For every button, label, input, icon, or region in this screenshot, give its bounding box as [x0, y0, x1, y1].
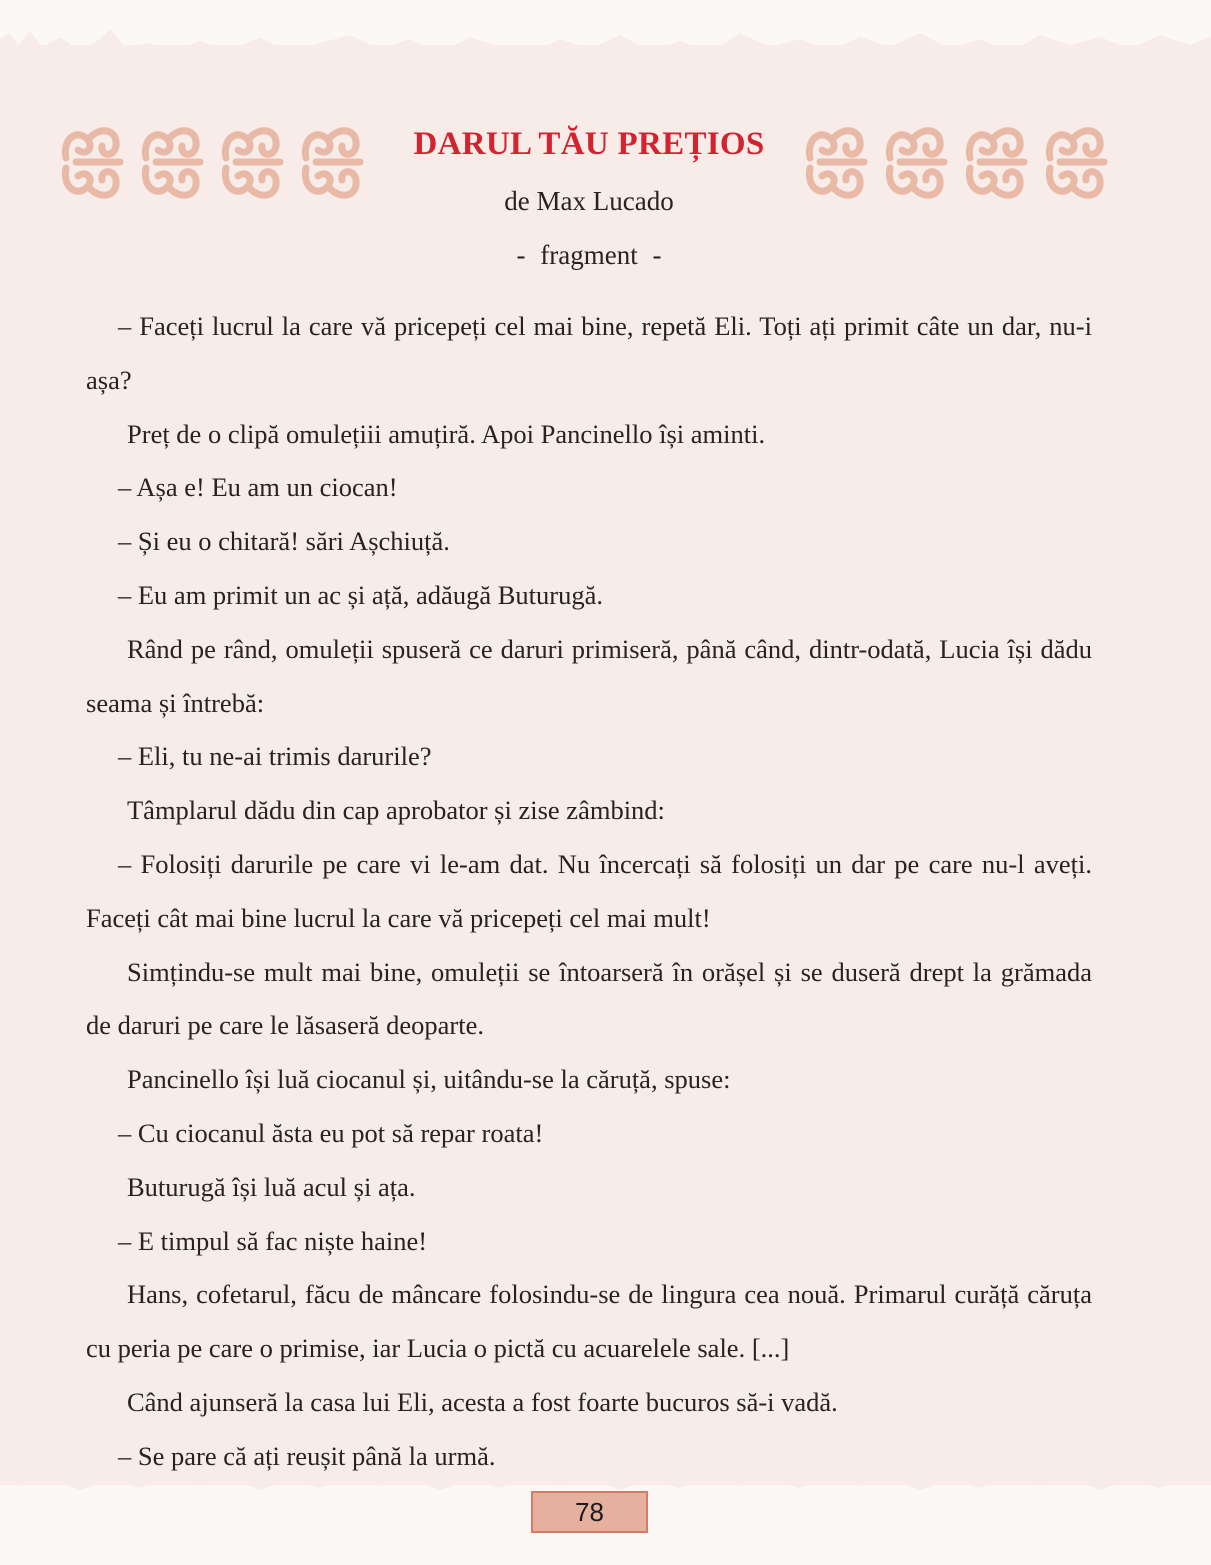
page-number: 78 — [531, 1491, 648, 1533]
story-author: de Max Lucado — [504, 186, 674, 216]
narration-paragraph: Hans, cofetarul, făcu de mâncare folosindu-se de lingura cea nouă. Primarul curăță căruța cu peria pe care o primise, iar Lucia o pictă cu acuarelele sale. [...] — [86, 1279, 1092, 1364]
dialogue-line: – Cu ciocanul ăsta eu pot să repar roata! — [118, 1117, 544, 1148]
narration-paragraph: Preț de o clipă omulețiii amuțiră. Apoi Pancinello își aminti. — [127, 418, 766, 449]
dialogue-line: – Faceți lucrul la care vă pricepeți cel mai bine, repetă Eli. Toți ați primit câte un dar, nu-i așa? — [86, 311, 1092, 395]
narration-paragraph: Rând pe rând, omuleții spuseră ce daruri primiseră, până când, dintr-odată, Lucia își dădu seama și întrebă: — [86, 633, 1092, 718]
dialogue-line: – Așa e! Eu am un ciocan! — [118, 472, 398, 503]
dialogue-line: – Se pare că ați reușit până la urmă. — [118, 1440, 496, 1471]
narration-paragraph: Buturugă își luă acul și ața. — [127, 1171, 416, 1202]
fragment-label: - fragment - — [516, 240, 662, 270]
torn-edge-top — [0, 25, 1211, 65]
story-text — [86, 300, 1092, 1484]
dialogue-line: – Folosiți darurile pe care vi le-am dat. Nu încercați să folosiți un dar pe care nu-l aveți. Faceți cât mai bine lucrul la care vă pricepeți cel mai mult! — [86, 848, 1092, 933]
narration-paragraph: Când ajunseră la casa lui Eli, acesta a fost foarte bucuros să-i vadă. — [127, 1386, 838, 1417]
dialogue-line: – Eli, tu ne-ai trimis darurile? — [118, 741, 432, 772]
dialogue-line: – Și eu o chitară! sări Așchiuță. — [118, 526, 450, 557]
dialogue-line: – Eu am primit un ac și ață, adăugă Buturugă. — [118, 579, 603, 610]
narration-paragraph: Simțindu-se mult mai bine, omuleții se întoarseră în orășel și se duseră drept la grămada de daruri pe care le lăsaseră deoparte. — [86, 956, 1092, 1041]
narration-paragraph: Pancinello își luă ciocanul și, uitându-se la căruță, spuse: — [127, 1064, 731, 1095]
dialogue-line: – E timpul să fac niște haine! — [118, 1225, 428, 1256]
narration-paragraph: Tâmplarul dădu din cap aprobator și zise zâmbind: — [127, 795, 665, 826]
story-title: DARUL TĂU PREȚIOS — [413, 126, 765, 162]
